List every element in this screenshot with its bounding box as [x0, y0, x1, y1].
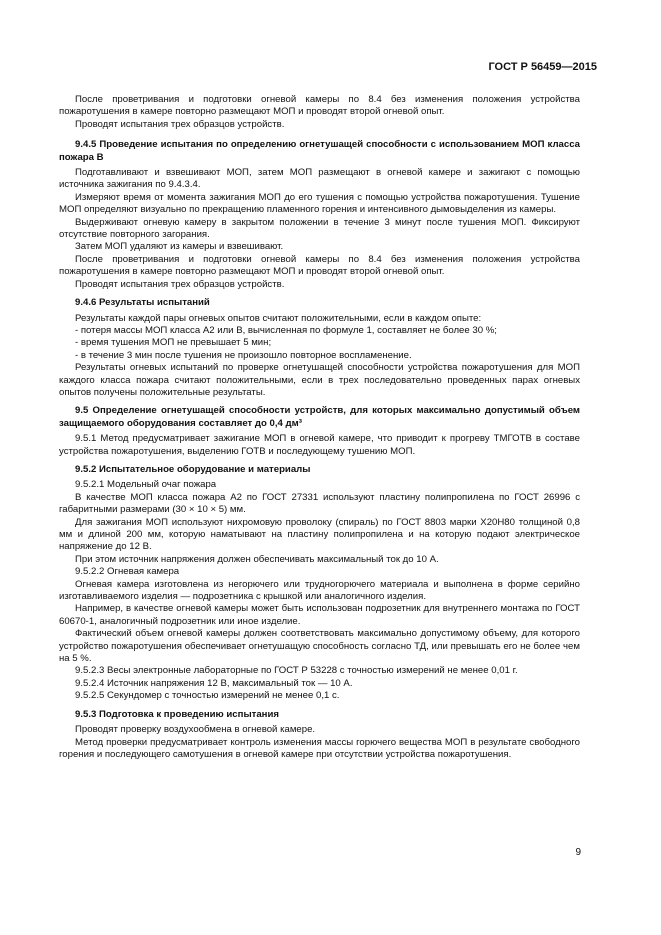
paragraph: 9.5.2.1 Модельный очаг пожара [75, 479, 217, 491]
paragraph: Результаты каждой пары огневых опытов считают положительными, если в каждом опыте: [75, 312, 482, 324]
paragraph: После проветривания и подготовки огневой камеры по 8.4 без изменения положения устройства пожаротушения в камере повторно размещают МОП и проводят второй огневой опыт. [59, 94, 580, 118]
paragraph: После проветривания и подготовки огневой камеры по 8.4 без изменения положения устройства пожаротушения в камере повторно размещают МОП и проводят второй огневой опыт. [59, 253, 580, 278]
paragraph: При этом источник напряжения должен обеспечивать максимальный ток до 10 А. [75, 553, 439, 565]
list-item: - время тушения МОП не превышает 5 мин; [75, 337, 272, 349]
paragraph: Проводят испытания трех образцов устройств. [75, 118, 285, 130]
paragraph: Для зажигания МОП используют нихромовую проволоку (спираль) по ГОСТ 8803 марки Х20Н80 толщиной 0,8 мм и длиной 200 мм, которую наматывают на пластину полипропилена и на которую подают электрическое напряжение до 12 В. [59, 516, 580, 553]
section-heading: 9.5.3 Подготовка к проведению испытания [75, 708, 279, 720]
paragraph: Метод проверки предусматривает контроль изменения массы горючего вещества МОП в результате свободного горения и последующего самотушения в огневой камере при отсутствии устройства пожаротушения. [59, 736, 580, 760]
paragraph: 9.5.2.3 Весы электронные лабораторные по ГОСТ Р 53228 с точностью измерений не менее 0,01 г. [75, 665, 518, 677]
list-item: - в течение 3 мин после тушения не произошло повторное воспламенение. [75, 349, 412, 361]
document-body [59, 94, 580, 761]
paragraph: В качестве МОП класса пожара А2 по ГОСТ 27331 используют пластину полипропилена по ГОСТ 26996 с габаритными размерами (30 × 10 × 5) мм. [59, 491, 580, 516]
section-heading: 9.4.5 Проведение испытания по определению огнетушащей способности с использованием МОП класса пожара В [59, 139, 580, 163]
page-number: 9 [575, 847, 581, 858]
paragraph: Подготавливают и взвешивают МОП, затем МОП размещают в огневой камере и зажигают с помощью источника зажигания по 9.4.3.4. [59, 167, 580, 191]
paragraph: 9.5.1 Метод предусматривает зажигание МОП в огневой камере, что приводит к прогреву ТМГОТВ в составе устройства пожаротушения, выделению ГОТВ и последующему тушению МОП. [59, 433, 580, 457]
paragraph: 9.5.2.4 Источник напряжения 12 В, максимальный ток — 10 А. [75, 677, 353, 689]
paragraph: Выдерживают огневую камеру в закрытом положении в течение 3 минут после тушения МОП. Фиксируют отсутствие повторного загорания. [59, 216, 580, 241]
paragraph: Измеряют время от момента зажигания МОП до его тушения с помощью устройства пожаротушения. Тушение МОП определяют визуально по прекращению пламенного горения и интенсивного дымовыделения из камеры. [59, 191, 580, 216]
paragraph: 9.5.2.5 Секундомер с точностью измерений не менее 0,1 с. [75, 690, 340, 702]
paragraph: Фактический объем огневой камеры должен соответствовать максимально допустимому объему, для которого устройство пожаротушения обеспечивает огнетушащую способность согласно ТД, или превышать его не более чем на 5 %. [59, 628, 580, 665]
paragraph: Огневая камера изготовлена из негорючего или трудногорючего материала и выполнена в форме серийно изготавливаемого изделия — подрозетника с крышкой или аналогичного изделия. [59, 578, 580, 603]
section-heading: 9.4.6 Результаты испытаний [75, 297, 210, 309]
paragraph: Затем МОП удаляют из камеры и взвешивают. [75, 241, 284, 253]
paragraph: 9.5.2.2 Огневая камера [75, 566, 180, 578]
paragraph: Например, в качестве огневой камеры может быть использован подрозетник для внутреннего монтажа по ГОСТ 60670-1, аналогичный подрозетник или иное изделие. [59, 603, 580, 627]
section-heading: 9.5.2 Испытательное оборудование и материалы [75, 463, 311, 475]
section-heading: 9.5 Определение огнетушащей способности устройств, для которых максимально допустимый объем защищаемого оборудования составляет до 0,4 дм³ [59, 405, 580, 429]
paragraph: Результаты огневых испытаний по проверке огнетушащей способности устройства пожаротушения для МОП каждого класса пожара считают положительными, если в трех последовательно проведенных парах огневых опытов получены положительные результаты. [59, 362, 580, 398]
list-item: - потеря массы МОП класса А2 или В, вычисленная по формуле 1, составляет не более 30 %; [75, 324, 497, 336]
paragraph: Проводят испытания трех образцов устройств. [75, 278, 285, 290]
standard-code: ГОСТ Р 56459—2015 [488, 61, 597, 73]
paragraph: Проводят проверку воздухообмена в огневой камере. [75, 724, 316, 736]
